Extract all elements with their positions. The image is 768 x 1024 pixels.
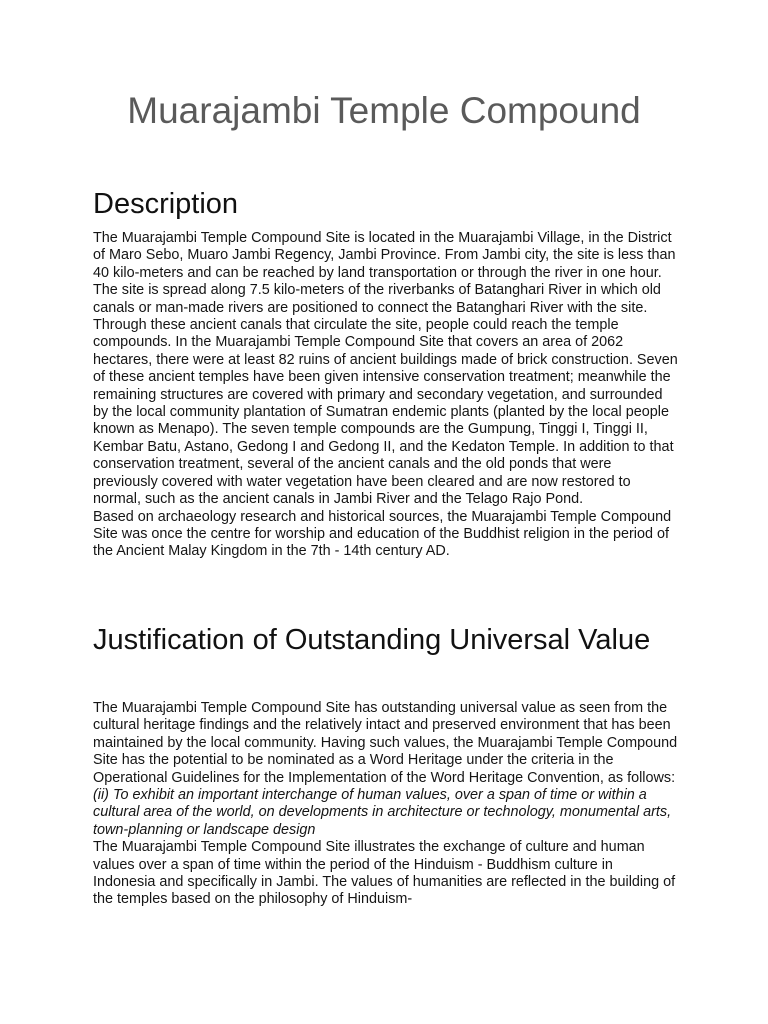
description-paragraph: The Muarajambi Temple Compound Site is located in the Muarajambi Village, in the District of Maro Sebo, Muaro Jambi Regency, Jambi Province. From Jambi city, the site is less than 40 kilo-meters and can be reached by land transportation or through the river in one hour. The site is spread along 7.5 kilo-meters of the riverbanks of Batanghari River in which old canals or man-made rivers are positioned to connect the Batanghari River with the site. Through these ancient canals that circulate the site, people could reach the temple compounds. In the Muarajambi Temple Compound Site that covers an area of 2062 hectares, there were at least 82 ruins of ancient buildings made of brick construction. Seven of these ancient temples have been given intensive conservation treatment; meanwhile the remaining structures are covered with primary and secondary vegetation, and surrounded by the local community plantation of Sumatran endemic plants (planted by the local people known as Menapo). The seven temple compounds are the Gumpung, Tinggi I, Tinggi II, Kembar Batu, Astano, Gedong I and Gedong II, and the Kedaton Temple. In addition to that conservation treatment, several of the ancient canals and the old ponds that were previously covered with water vegetation have been cleared and are now restored to normal, such as the ancient canals in Jambi River and the Telago Rajo Pond. [93, 230, 678, 508]
document-title: Muarajambi Temple Compound [127, 90, 641, 131]
section-heading-description: Description [93, 188, 239, 220]
section-heading-justification: Justification of Outstanding Universal Value [93, 624, 651, 656]
justification-closing-paragraph: The Muarajambi Temple Compound Site illustrates the exchange of culture and human values over a span of time within the period of the Hinduism - Buddhism culture in Indonesia and specifically in Jambi. The values of humanities are reflected in the building of the temples based on the philosophy of Hinduism- [93, 839, 676, 908]
description-paragraph: Based on archaeology research and historical sources, the Muarajambi Temple Compound Site was once the centre for worship and education of the Buddhist religion in the period of the Ancient Malay Kingdom in the 7th - 14th century AD. [93, 508, 672, 560]
section-body-justification [93, 700, 679, 909]
justification-paragraph: The Muarajambi Temple Compound Site has outstanding universal value as seen from the cultural heritage findings and the relatively intact and preserved environment that has been maintained by the local community. Having such values, the Muarajambi Temple Compound Site has the potential to be nominated as a Word Heritage under the criteria in the Operational Guidelines for the Implementation of the Word Heritage Convention, as follows: [93, 700, 678, 786]
section-body-description [93, 230, 679, 561]
criterion-text: (ii) To exhibit an important interchange of human values, over a span of time or within a cultural area of the world, on developments in architecture or technology, monumental arts, town-planning or landscape design [93, 787, 672, 838]
